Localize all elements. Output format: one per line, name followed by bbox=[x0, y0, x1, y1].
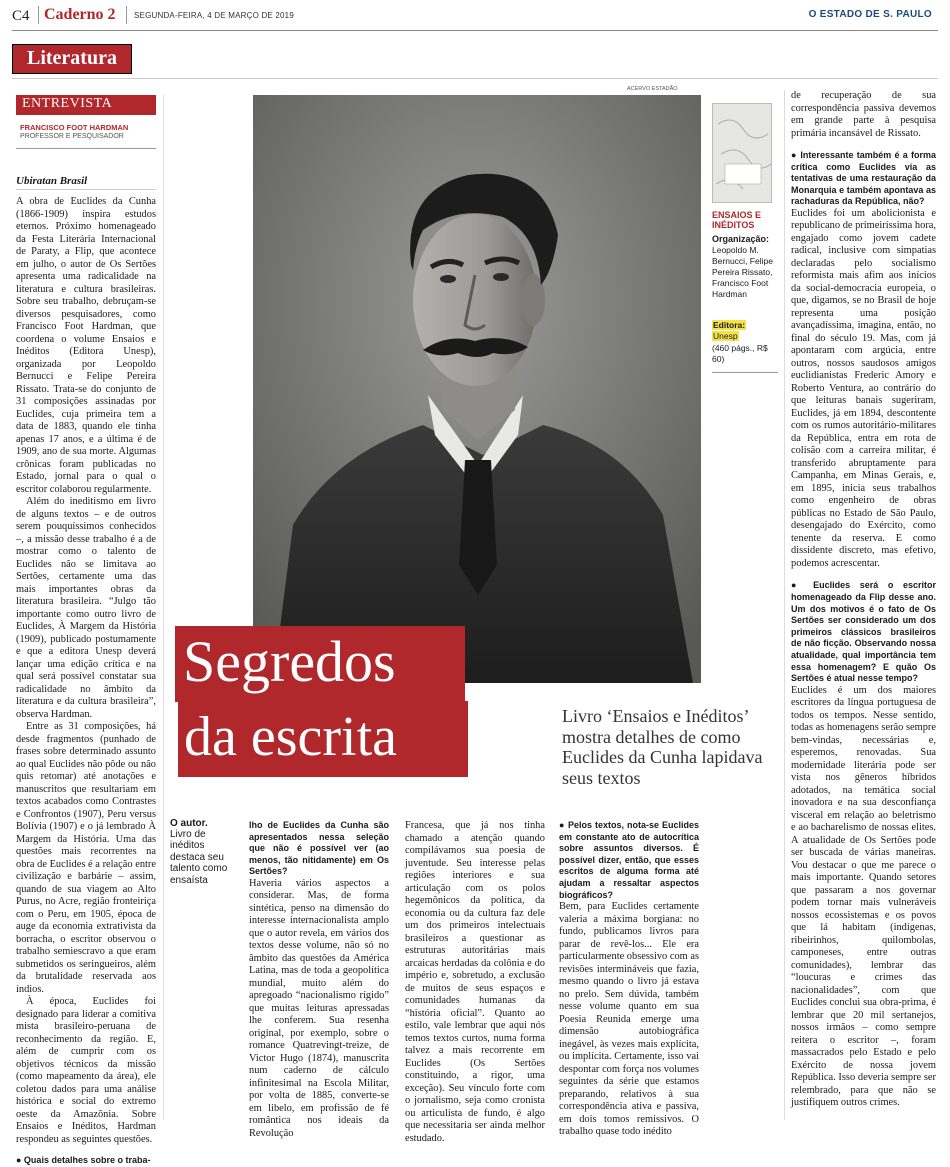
photo-caption-title: O autor. bbox=[170, 818, 208, 829]
interview-question: ● Quais detalhes sobre o traba- bbox=[16, 1155, 151, 1165]
paragraph: de recuperação de sua correspondência passiva devemos em grande parte à pesquisa primária incansável de Rissato. bbox=[791, 90, 936, 139]
section-label: Literatura bbox=[27, 47, 117, 69]
paragraph: Euclides é um dos maiores escritores da língua portuguesa de todos os tempos. Nesse sentido, todas as homenagens serão sempre bem-vindas, necessárias e, esperemos, renovadas. Sua modernidade literária pode ser vista nos gêneros híbridos adotados, na temática social inovadora e na sua desconfiança visceral em relação ao beletrismo e ao bacharelismo de nossas elites. A atualidade de Os Sertões pode ser buscada de várias maneiras. Vou destacar o que me parece o mais importante. Quando setores que passaram a nos governar podem tornar mais vulneráveis nossos ecossistemas e os povos que lá habitam (indígenas, ribeirinhos, quilombolas, camponeses, entre outras comunidades), lembrar das “loucuras e crimes das nacionalidades”, com que Euclides conclui sua obra-prima, é lembrar que 20 mil sertanejos, nossos irmãos – como sempre reitera o escritor –, foram massacrados pelo Estado e pelo Exército de nossa jovem República. Isso deveria sempre ser relembrado, para que não se justifiquem outros crimes. bbox=[791, 684, 936, 1109]
interview-rule bbox=[16, 148, 156, 149]
book-details: (460 págs., R$ 60) bbox=[712, 343, 768, 364]
issue-date: SEGUNDA-FEIRA, 4 DE MARÇO DE 2019 bbox=[134, 11, 294, 20]
photo-credit: ACERVO ESTADÃO bbox=[627, 86, 678, 92]
paragraph: Euclides foi um abolicionista e republicano de primeiríssima hora, engajado como jovem cadete radical, inclusive com simpatias declaradas pelo socialismo reformista mais afim aos inícios da social-democracia europeia, o que, digamos, se no Brasil de hoje representa uma posição avançadíssima, imagina, então, no final do século 19. Mas, com já apontaram com argúcia, entre outros, nossos saudosos amigos euclidianistas Frederic Amory e Roberto Ventura, ao contrário do que leituras banais sugeriram, Euclides, já em 1894, descontente com os rumos autoritário-militares da República, entra em rota de colisão com a carreira militar, é transferido abruptamente para Campanha, em Minas Gerais, e, em 1895, inicia seus trabalhos como engenheiro de obras públicas no Estado de São Paulo, desengajado do Exército, como tenente da reserva. E como dissidente discreto, mas efetivo, podemos acrescentar. bbox=[791, 207, 936, 569]
article-column-4 bbox=[559, 820, 699, 1138]
paragraph: Bem, para Euclides certamente valeria a máxima borgiana: no fundo, publicamos livros para parar de revê-los... Ele era particularmente obsessivo com as revisões intermináveis que fazia, mesmo quando o livro já estava no prelo. Sem dúvida, também nesse volume quanto em sua Poesia Reunida emerge uma dimensão autobiográfica inegável, às vezes mais explícita, ou implícita. Certamente, isso vai despontar com força nos volumes seguintes da série que estamos preparando, relativos à sua correspondência ativa e passiva, em dois tomos remissivos. O trabalho quase todo inédito bbox=[559, 901, 699, 1138]
article-column-3 bbox=[405, 820, 545, 1144]
interview-question: ● Pelos textos, nota-se Euclides em constante ato de autocrítica sobre assuntos diversos. É possível dizer, então, que esses escritos de alguma forma até ajudam a ressaltar aspectos biográficos? bbox=[559, 820, 699, 900]
interview-label: ENTREVISTA bbox=[22, 96, 113, 111]
article-column-2 bbox=[249, 820, 389, 1139]
headline-line-1: Segredos bbox=[183, 629, 396, 694]
book-title: ENSAIOS E INÉDITOS bbox=[712, 210, 762, 230]
header-divider bbox=[38, 6, 39, 24]
headline-line-2: da escrita bbox=[184, 706, 397, 768]
article-column-1 bbox=[16, 196, 156, 1165]
byline-rule bbox=[16, 189, 156, 190]
byline: Ubiratan Brasil bbox=[16, 175, 88, 187]
section-title: Caderno 2 bbox=[44, 6, 116, 23]
interviewee-name: FRANCISCO FOOT HARDMAN bbox=[20, 123, 129, 132]
photo-caption: Livro de inéditos destaca seu talento como ensaísta bbox=[170, 829, 228, 886]
sidebar-rule bbox=[712, 372, 778, 373]
portrait-illustration bbox=[253, 95, 701, 683]
interviewee-role: PROFESSOR E PESQUISADOR bbox=[20, 133, 124, 140]
paragraph: À época, Euclides foi designado para liderar a comitiva mista brasileiro-peruana de reconhecimento da região. E, além de cumprir com os objetivos técnicos da missão (como mapeamento da área), ele coletou dados para uma análise histórica e social do extremo oeste da Amazônia. Sobre Ensaios e Inéditos, Hardman respondeu as seguintes questões. bbox=[16, 996, 156, 1145]
book-cover-image bbox=[712, 103, 772, 203]
book-cover-illustration bbox=[713, 104, 773, 204]
interview-question: ● Interessante também é a forma crítica como Euclides via as tentativas de uma restauração da Monarquia e também apontava as rachaduras da República, não? bbox=[791, 150, 936, 207]
section-rule bbox=[12, 78, 938, 79]
organizers: Leopoldo M. Bernucci, Felipe Pereira Rissato, Francisco Foot Hardman bbox=[712, 245, 773, 299]
paragraph: A obra de Euclides da Cunha (1866-1909) inspira estudos eternos. Próximo homenageado da Festa Literária Internacional de Paraty, a Flip, que acontece em julho, o autor de Os Sertões apresenta uma radicalidade na literatura e cultura brasileiras. Sobre seu trabalho, debruçam-se diversos pesquisadores, como Francisco Foot Hardman, que coordena o volume Ensaios e Inéditos (Editora Unesp), organizada por Leopoldo Bernucci e Felipe Pereira Rissato. Trata-se do conjunto de 31 composições assinadas por Euclides, cuja primeira tem a data de 1883, quando ele tinha apenas 17 anos, e a última é de 1909, ano de sua morte. Algumas crônicas foram publicadas no Estado, jornal para o qual o escritor colaborou regularmente. bbox=[16, 196, 156, 495]
author-portrait-photo bbox=[253, 95, 701, 683]
header-divider bbox=[126, 6, 127, 24]
interview-question: lho de Euclides da Cunha são apresentados nessa seleção que não é possível ver (ao menos, tão nitidamente) em Os Sertões? bbox=[249, 820, 389, 877]
header-rule bbox=[12, 30, 938, 31]
subheadline: Livro ‘Ensaios e Inéditos’ mostra detalhes de como Euclides da Cunha lapidava seus textos bbox=[562, 706, 763, 788]
paragraph: Entre as 31 composições, há desde fragmentos (punhado de frases sobre determinado assunto ao qual Euclides não pôde ou não quis retomar) até anotações e manuscritos que resultariam em textos acabados como Contrastes e Confrontos (1907), Peru versus Bolívia (1907) e o já lembrado À Margem da História. Uma das questões mais recorrentes na obra de Euclides é a relação entre civilização e barbárie – assim, quando de sua viagem ao Alto Purus, no Acre, região fronteiriça com o Peru, em 1905, época de auge da economia extrativista da borracha, o escritor observou o trabalho semiescravo a que eram submetidos os seringueiros, além da brutalidade reservada aos índios. bbox=[16, 721, 156, 995]
publisher: Unesp bbox=[713, 331, 738, 341]
interview-question: ● Euclides será o escritor homenageado da Flip desse ano. Um dos motivos é o fato de Os Sertões ser considerado um dos primeiros clássicos brasileiros de não ficção. Observando nossa atualidade, qual importância tem essa homenagem? E quão Os Sertões é atual nesse tempo? bbox=[791, 580, 936, 684]
article-column-5 bbox=[791, 90, 936, 1120]
column-divider bbox=[163, 95, 164, 1120]
paragraph: Além do ineditismo em livro de alguns textos – e de outros serem pouquíssimos conhecidos –, a missão desse trabalho é a de mostrar como o talento de Euclides não se limitava ao Sertões, certamente uma das mais importantes obras da literatura brasileira. “Julgo tão importante como outro livro de Euclides, À Margem da História (1909), publicado postumamente e que a editora Unesp deverá lançar uma edição crítica e na qual será possível constatar sua radicalidade no âmbito da literatura e da cultura brasileira”, observa Hardman. bbox=[16, 496, 156, 720]
publisher-label: Editora: bbox=[713, 320, 746, 330]
newspaper-name: O ESTADO DE S. PAULO bbox=[808, 9, 932, 20]
page-number: C4 bbox=[12, 8, 30, 24]
paragraph: Haveria vários aspectos a considerar. Mas, de forma sintética, penso na dimensão do interesse internacionalista amplo que o autor revela, em vários dos textos desse volume, não só no âmbito das questões da América Latina, mas de toda a geopolítica mundial, muito além do apregoado “nacionalismo rígido” que muitas leituras apressadas lhe conferem. Sua resenha original, por exemplo, sobre o romance Quatrevingt-treize, de Victor Hugo (1874), manuscrita num caderno de cálculo infinitesimal na Escola Militar, por volta de 1885, converte-se em libelo, em profissão de fé romântica nos ideais da Revolução bbox=[249, 877, 389, 1139]
column-divider bbox=[784, 90, 785, 1120]
paragraph: Francesa, que já nos tinha chamado a atenção quando compilávamos sua poesia de juventude. Seu interesse pelas regiões interiores e sua articulação com os polos hegemônicos da política, da economia ou da cultura faz dele um dos primeiros intelectuais brasileiros a questionar as estruturas autoritárias mais arcaicas herdadas da colônia e do império e, sobretudo, a exclusão de muitos de seus espaços e comunidades humanas da “história oficial”. Quanto ao estilo, vale lembrar que aqui nós temos textos curtos, numa forma talvez a mais recorrente em Euclides (Os Sertões constituindo, a rigor, uma exceção). Seu vínculo forte com o jornalismo, seja como cronista ou articulista de fundo, é algo que necessitaria ser ainda melhor estudado. bbox=[405, 820, 545, 1144]
organizers-label: Organização: bbox=[712, 234, 770, 244]
